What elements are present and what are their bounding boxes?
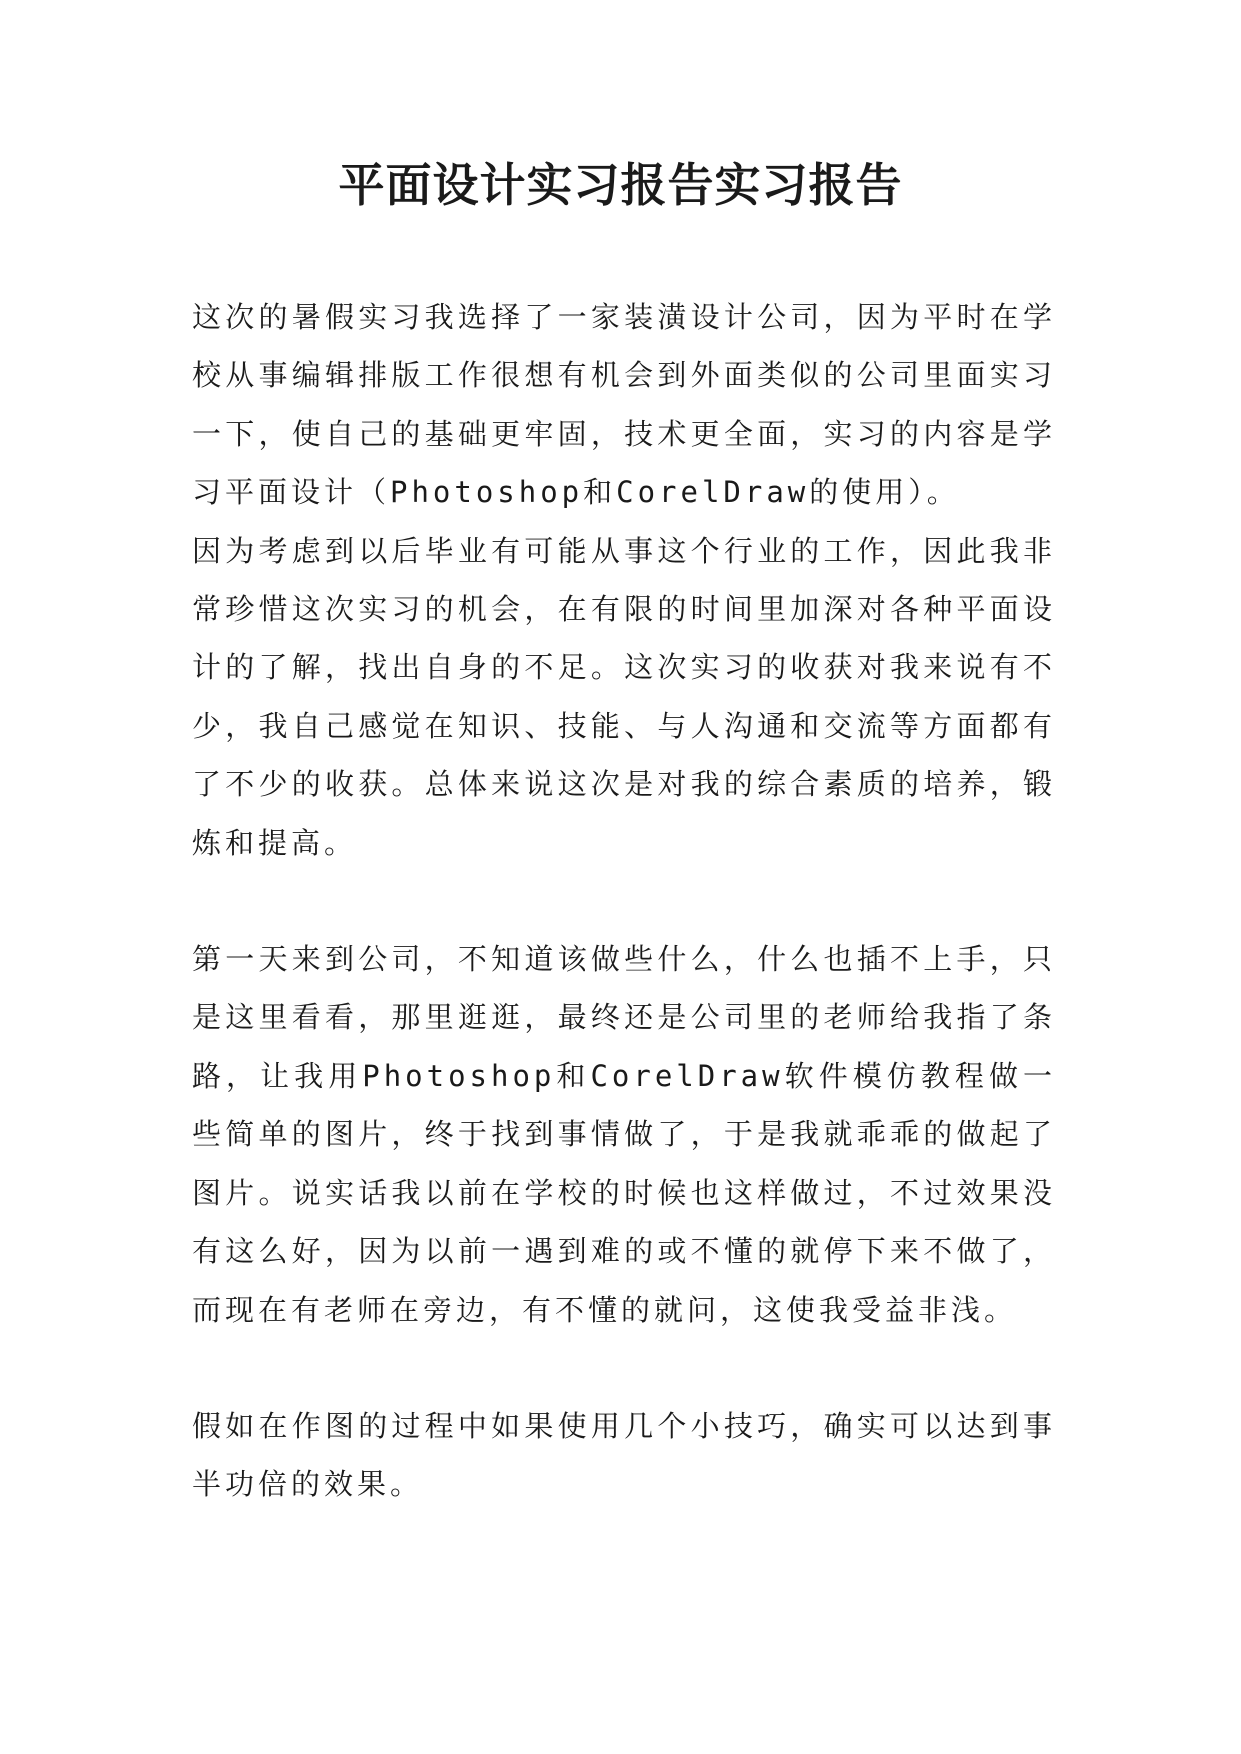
paragraph-first-day: 第一天来到公司，不知道该做些什么，什么也插不上手，只是这里看看，那里逛逛，最终还是公司里的老师给我指了条路，让我用Photoshop和CorelDraw软件模仿教程做一些简单的图片，终于找到事情做了，于是我就乖乖的做起了图片。说实话我以前在学校的时候也这样做过，不过效果没有这么好，因为以前一遇到难的或不懂的就停下来不做了，而现在有老师在旁边，有不懂的就问，这使我受益非浅。 [192,942,1056,1327]
paragraph-motivation: 因为考虑到以后毕业有可能从事这个行业的工作，因此我非常珍惜这次实习的机会，在有限的时间里加深对各种平面设计的了解，找出自身的不足。这次实习的收获对我来说有不少，我自己感觉在知识、技能、与人沟通和交流等方面都有了不少的收获。总体来说这次是对我的综合素质的培养，锻炼和提高。 [192,533,1056,860]
paragraph-spacer [192,872,1056,930]
document-title: 平面设计实习报告实习报告 [338,158,903,212]
document-body [192,288,1056,1514]
paragraph-spacer [192,1339,1056,1397]
paragraph-intro: 这次的暑假实习我选择了一家装潢设计公司，因为平时在学校从事编辑排版工作很想有机会到外面类似的公司里面实习一下，使自己的基础更牢固，技术更全面，实习的内容是学习平面设计（Photoshop和CorelDraw的使用）。 [192,300,1056,510]
paragraph-tips: 假如在作图的过程中如果使用几个小技巧，确实可以达到事半功倍的效果。 [192,1408,1056,1502]
